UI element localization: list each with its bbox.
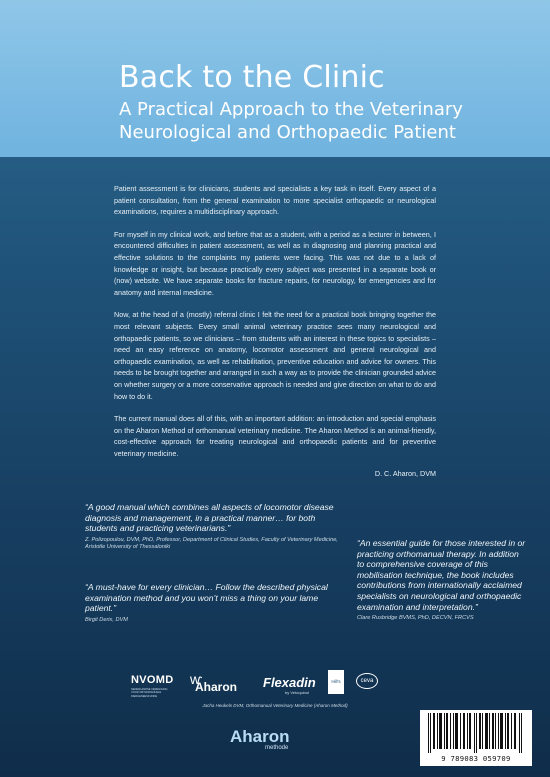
review-quote <box>85 582 335 624</box>
blurb-body <box>114 183 436 480</box>
review-quote <box>85 502 345 552</box>
nvomd-logo: NVOMD <box>131 674 174 686</box>
blurb-paragraph: For myself in my clinical work, and before that as a student, with a period as a lecturer in between, I encountered difficulties in patient assessment, as well as in diagnosing and planning practical and effective solutions to the complaints my patients were facing. This was not due to a lack of knowledge or insight, but because practically every subject was presented in a separate book or (now) website. We have separate books for fracture repairs, for neurology, for emergencies and for anatomy and internal medicine. <box>114 229 436 297</box>
book-title: Back to the Clinic <box>119 60 385 95</box>
hills-logo: Hill's <box>328 670 344 694</box>
publisher-logo: Aharon <box>230 727 290 746</box>
aharon-mark-icon: ⱳ <box>190 671 202 687</box>
quote-text: “A good manual which combines all aspects of locomotor disease diagnosis and management, in a practical manner… for both students and practicing veterinarians.” <box>85 502 334 534</box>
publisher-logo-sub: methode <box>265 745 289 751</box>
quote-attribution: Birgit Derix, DVM <box>85 616 128 623</box>
review-quote <box>357 538 527 623</box>
flexadin-logo: Flexadin <box>263 675 316 690</box>
isbn-barcode <box>420 710 532 766</box>
flexadin-subtext: by Vetoquinol <box>285 690 310 695</box>
book-subtitle: A Practical Approach to the Veterinary Neurological and Orthopaedic Patient <box>119 99 463 143</box>
ceva-logo: ceva <box>356 673 378 689</box>
cover-header-band <box>0 0 550 157</box>
quote-text: “A must-have for every clinician… Follow the described physical examination method and you won’t miss a thing on your lame patient.” <box>85 582 328 614</box>
photo-credit: Jacha Heukels DVM, Orthomanual Veterinary Medicine (Aharon Method) <box>202 703 348 708</box>
blurb-paragraph: Patient assessment is for clinicians, students and specialists a key task in itself. Every aspect of a patient consultation, from the general examination to more specialist orthopaedic or neurological examinations, requires a multidisciplinary approach. <box>114 184 436 217</box>
blurb-paragraph: The current manual does all of this, with an important addition: an introduction and special emphasis on the Aharon Method of orthomanual veterinary medicine. The Aharon Method is an animal-friendly, cost-effective approach for treating neurological and orthopaedic patients and for preventive veterinary medicine. <box>114 414 436 458</box>
author-signature: D. C. Aharon, DVM <box>374 469 436 479</box>
aharon-logo: Aharon <box>195 680 237 694</box>
barcode-bars <box>428 713 524 753</box>
nvomd-subtext: NEDERLANDSE VERENIGING VOOR ORTHOMANUELE DIERGENEESKUNDE <box>131 688 168 698</box>
quote-attribution: Clare Rusbridge BVMS, PhD, DECVN, FRCVS <box>357 615 474 622</box>
quote-attribution: Z. Polizopoulou, DVM, PhD, Professor, Department of Clinical Studies, Faculty of Veterinary Medicine, Aristotle University of Thessaloniki <box>85 536 338 551</box>
quote-text: “An essential guide for those interested in or practicing orthomanual therapy. In addition to comprehensive coverage of this mobilisation technique, the book includes contributions from internationally acclaimed specialists on neurological and orthopaedic examination and interpretation.” <box>357 538 526 612</box>
blurb-paragraph: Now, at the head of a (mostly) referral clinic I felt the need for a practical book bringing together the most relevant subjects. Every small animal veterinary practice sees many neurological and orthopaedic patients, so we clinicians – from students with an interest in these topics to specialists – need an easy reference on anatomy, locomotor assessment and general neurological and orthopaedic examination, as well as rehabilitation, preventive education and advice for owners. This needs to be brought together and arranged in such a way as to provide the clinician grounded advice on whether surgery or a more conservative approach is needed and give direction on what to do and how to do it. <box>114 310 436 401</box>
isbn-number: 9 789083 059709 <box>441 754 511 763</box>
